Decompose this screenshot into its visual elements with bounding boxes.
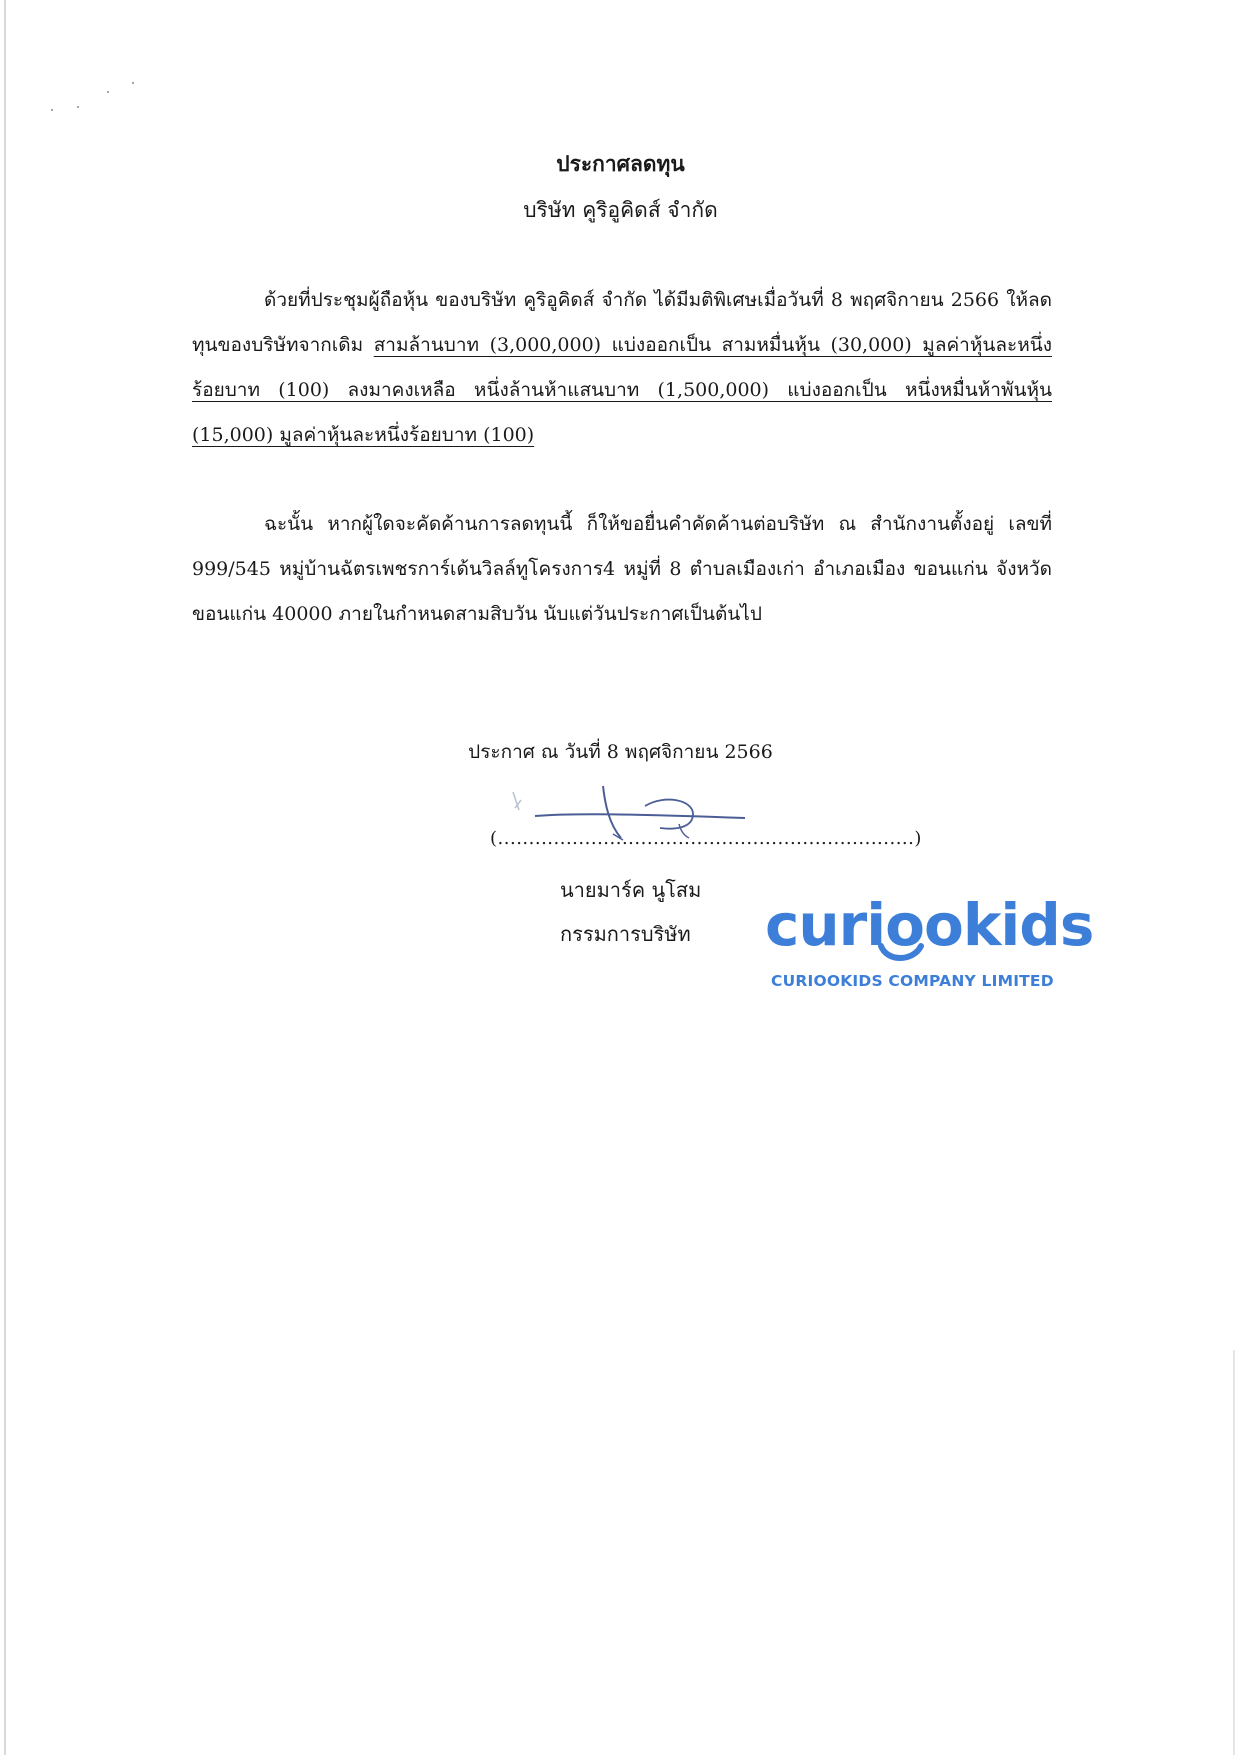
paragraph-resolution [192, 278, 1052, 458]
document-title: ประกาศลดทุน [556, 151, 685, 176]
logo-company-name: CURIOOKIDS COMPANY LIMITED [771, 972, 1054, 990]
logo-smile-icon [873, 942, 933, 968]
logo-wordmark: curiookids [765, 891, 1094, 959]
resolution-text: ด้วยที่ประชุมผู้ถือหุ้น ของบริษัท คูริอูคิดส์ จำกัด ได้มีมติพิเศษเมื่อวันที่ 8 พฤศจิกายน 2566 ให้ลดทุนของบริษัทจากเดิม [192, 289, 1052, 356]
scan-edge-right [1233, 1350, 1235, 1755]
signature-line: (...................................................................) [490, 828, 922, 849]
paragraph-objection [192, 502, 1052, 637]
scan-specks [50, 80, 150, 120]
company-logo [765, 890, 1094, 1000]
scan-edge-left [4, 0, 6, 1755]
capital-reduction-details: สามล้านบาท (3,000,000) แบ่งออกเป็น สามหมื่นหุ้น (30,000) มูลค่าหุ้นละหนึ่งร้อยบาท (100) ลงมาคงเหลือ หนึ่งล้านห้าแสนบาท (1,500,000) แบ่งออกเป็น หนึ่งหมื่นห้าพันหุ้น (15,000) มูลค่าหุ้นละหนึ่งร้อยบาท (100) [192, 334, 1052, 446]
company-name: บริษัท คูริอูคิดส์ จำกัด [523, 198, 718, 222]
signer-name: นายมาร์ค นูโสม [560, 878, 702, 902]
signer-position: กรรมการบริษัท [560, 922, 691, 946]
objection-text: ฉะนั้น หากผู้ใดจะคัดค้านการลดทุนนี้ ก็ให้ขอยื่นคำคัดค้านต่อบริษัท ณ สำนักงานตั้งอยู่ เลขที่ 999/545 หมู่บ้านฉัตรเพชรการ์เด้นวิลล์ทูโครงการ4 หมู่ที่ 8 ตำบลเมืองเก่า อำเภอเมือง ขอนแก่น จังหวัดขอนแก่น 40000 ภายในกำหนดสามสิบวัน นับแต่วันประกาศเป็นต้นไป [192, 513, 1052, 625]
announcement-date: ประกาศ ณ วันที่ 8 พฤศจิกายน 2566 [468, 741, 773, 763]
